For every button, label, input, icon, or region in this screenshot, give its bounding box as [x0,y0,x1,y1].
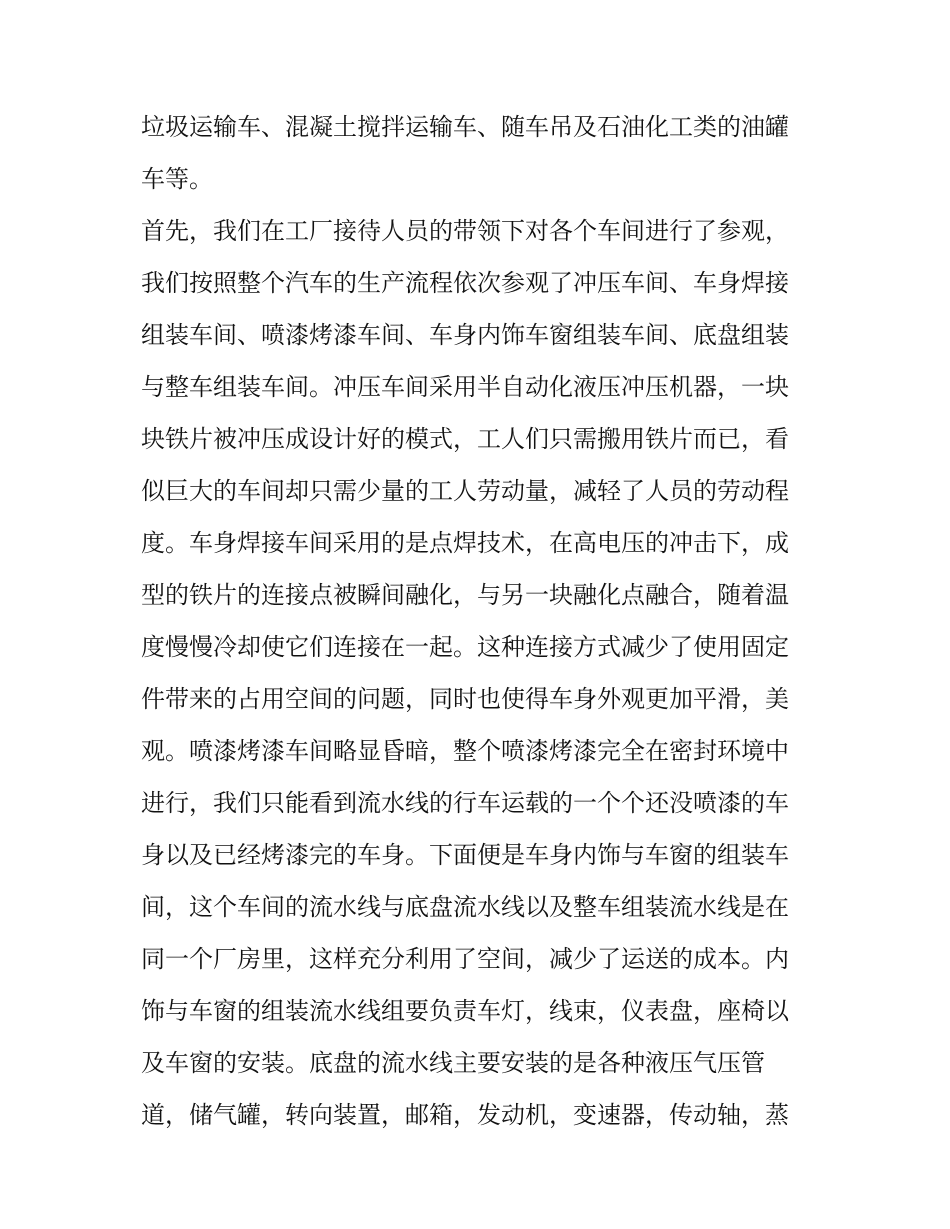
text-line-19: 及车窗的安装。底盘的流水线主要安装的是各种液压气压管 [141,1049,765,1077]
text-line-10: 型的铁片的连接点被瞬间融化，与另一块融化点融合，随着温 [141,581,789,609]
text-line-15: 身以及已经烤漆完的车身。下面便是车身内饰与车窗的组装车 [141,841,789,869]
text-line-17: 同一个厂房里，这样充分利用了空间，减少了运送的成本。内 [141,945,789,973]
text-line-4: 我们按照整个汽车的生产流程依次参观了冲压车间、车身焊接 [141,269,789,297]
text-line-7: 块铁片被冲压成设计好的模式，工人们只需搬用铁片而已，看 [141,425,789,453]
text-line-9: 度。车身焊接车间采用的是点焊技术，在高电压的冲击下，成 [141,529,789,557]
text-line-6: 与整车组装车间。冲压车间采用半自动化液压冲压机器，一块 [141,373,789,401]
text-line-1: 垃圾运输车、混凝土搅拌运输车、随车吊及石油化工类的油罐 [141,113,789,141]
text-line-13: 观。喷漆烤漆车间略显昏暗，整个喷漆烤漆完全在密封环境中 [141,737,789,765]
text-line-5: 组装车间、喷漆烤漆车间、车身内饰车窗组装车间、底盘组装 [141,321,789,349]
text-line-16: 间，这个车间的流水线与底盘流水线以及整车组装流水线是在 [141,893,789,921]
text-line-11: 度慢慢冷却使它们连接在一起。这种连接方式减少了使用固定 [141,633,789,661]
text-line-14: 进行，我们只能看到流水线的行车运载的一个个还没喷漆的车 [141,789,789,817]
text-line-8: 似巨大的车间却只需少量的工人劳动量，减轻了人员的劳动程 [141,477,789,505]
text-line-2: 车等。 [141,165,213,193]
text-line-18: 饰与车窗的组装流水线组要负责车灯，线束，仪表盘，座椅以 [141,997,789,1025]
text-line-12: 件带来的占用空间的问题，同时也使得车身外观更加平滑，美 [141,685,789,713]
text-line-20: 道，储气罐，转向装置，邮箱，发动机，变速器，传动轴，蒸 [141,1101,789,1129]
text-line-3: 首先，我们在工厂接待人员的带领下对各个车间进行了参观， [141,217,789,245]
